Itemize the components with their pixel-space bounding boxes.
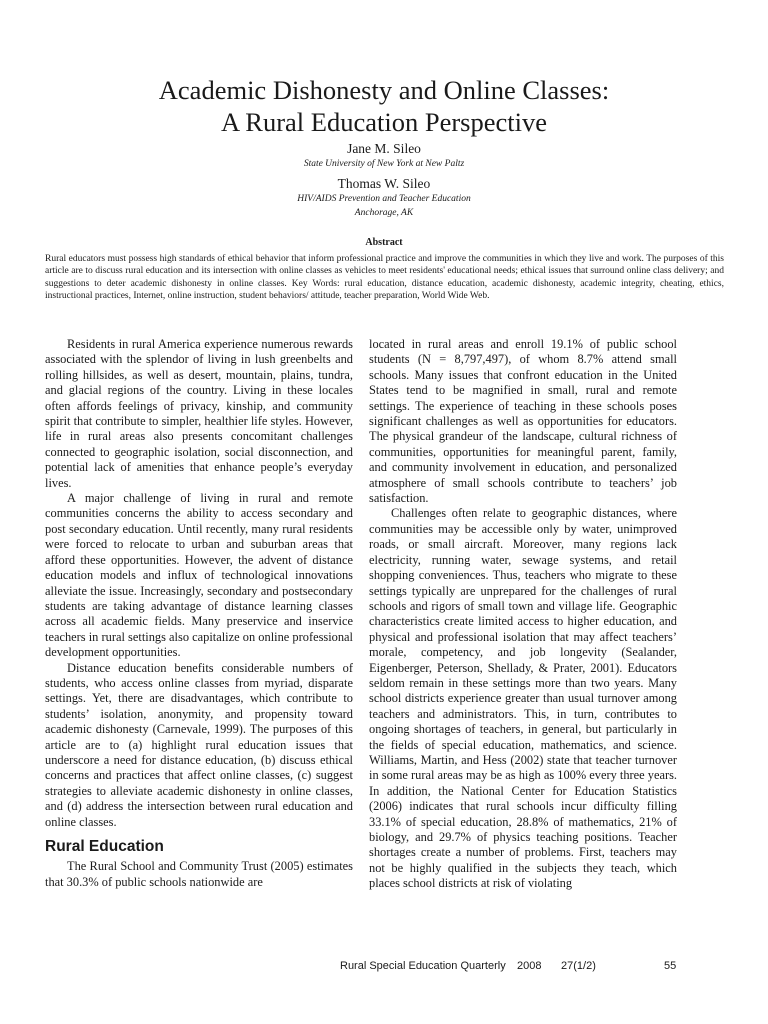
body-paragraph: The Rural School and Community Trust (2005) estimates that 30.3% of public schools nationwide are (45, 859, 353, 889)
author-name-2: Thomas W. Sileo (337, 176, 431, 191)
page-number: 55 (664, 960, 677, 972)
left-column (45, 337, 353, 890)
body-paragraph: Distance education benefits considerable numbers of students, who access online classes from myriad, disparate settings. Yet, there are disadvantages, which contribute to students’ isolation, anonymity, and propensity toward academic dishonesty (Carnevale, 1999). The purposes of this article are to (a) highlight rural education issues that underscore a need for distance education, (b) discuss ethical concerns and practices that affect online classes, (c) suggest strategies to alleviate academic dishonesty in online classes, and (d) address the intersection between rural education and online classes. (45, 660, 353, 829)
article-title (0, 74, 768, 138)
footer-volume: 27(1/2) (561, 960, 596, 972)
author-name-1: Jane M. Sileo (347, 141, 421, 156)
title-line-1: Academic Dishonesty and Online Classes: (158, 75, 610, 105)
abstract-heading: Abstract (365, 237, 403, 248)
body-paragraph: A major challenge of living in rural and remote communities concerns the ability to access secondary and post secondary education. Until recently, many rural residents were forced to relocate to urban and suburban areas that afford these opportunities. However, the advent of distance education models and influx of technological innovations alleviate the issue. Increasingly, secondary and postsecondary students are taking advantage of distance learning classes across all academic fields. Many preservice and inservice teachers in rural settings also capitalize on online professional development opportunities. (45, 491, 353, 660)
author-affiliation-2: HIV/AIDS Prevention and Teacher Education (297, 194, 471, 204)
body-paragraph-continued: located in rural areas and enroll 19.1% of public school students (N = 8,797,497), of whom 8.7% attend small schools. Many issues that confront education in the United States tend to be magnified in small, rural and remote settings. The experience of teaching in these schools poses significant challenges as well as opportunities for educators. The physical grandeur of the landscape, cultural richness of communities, opportunities for meaningful parent, family, and community involvement in education, and personalized atmosphere of small schools contribute to teachers’ job satisfaction. (369, 337, 677, 506)
author-location-2: Anchorage, AK (354, 208, 414, 218)
title-line-2: A Rural Education Perspective (220, 107, 547, 137)
abstract-text: Rural educators must possess high standards of ethical behavior that inform professional practice and improve the communities in which they live and work. The purposes of this article are to discuss rural education and its intersection with online classes as vehicles to meet residents' educational needs; ethical issues that surround online class delivery; and suggestions to deter academic dishonesty in online classes. Key Words: rural education, distance education, academic dishonesty, academic integrity, cheating, ethics, instructional practices, Internet, online instruction, student behaviors/ attitude, teacher preparation, World Wide Web. (45, 254, 724, 302)
section-heading: Rural Education (45, 838, 164, 855)
author-affiliation-1: State University of New York at New Paltz (303, 159, 465, 169)
body-paragraph: Residents in rural America experience numerous rewards associated with the splendor of living in lush greenbelts and rolling hillsides, as well as desert, mountain, plains, tundra, and glacial regions of the country. Living in these locales often affords feelings of privacy, kinship, and community spirit that contribute to simpler, healthier life styles. However, life in rural areas also presents concomitant challenges connected to geographic isolation, social disconnection, and potential lack of amenities that enhance people’s everyday lives. (45, 337, 353, 490)
footer-journal: Rural Special Education Quarterly (340, 960, 506, 972)
footer-year: 2008 (517, 960, 542, 972)
right-column (369, 337, 677, 892)
body-paragraph: Challenges often relate to geographic distances, where communities may be accessible only by water, unimproved roads, or small aircraft. Moreover, many regions lack electricity, running water, sewage systems, and retail shopping conveniences. Thus, teachers who migrate to these settings typically are unprepared for the challenges of rural schools and rigors of small town and village life. Geographic characteristics create limited access to higher education, and physical and professional isolation that may affect teachers’ morale, competency, and job longevity (Sealander, Eigenberger, Peterson, Shellady, & Prater, 2001). Educators seldom remain in these settings more than two years. Many school districts experience greater than usual turnover among teachers and administrators. This, in turn, contributes to ongoing shortages of teachers, in general, but particularly in the fields of special education, mathematics, and science. Williams, Martin, and Hess (2002) state that teacher turnover in some rural areas may be as high as 100% every three years. In addition, the National Center for Education Statistics (2006) indicates that rural schools incur difficulty filling 33.1% of special education, 28.8% of mathematics, 21% of biology, and 29.7% of physics teaching positions. Teacher shortages create a number of problems. First, teachers may not be highly qualified in the subjects they teach, which places school districts at risk of violating (369, 506, 677, 891)
